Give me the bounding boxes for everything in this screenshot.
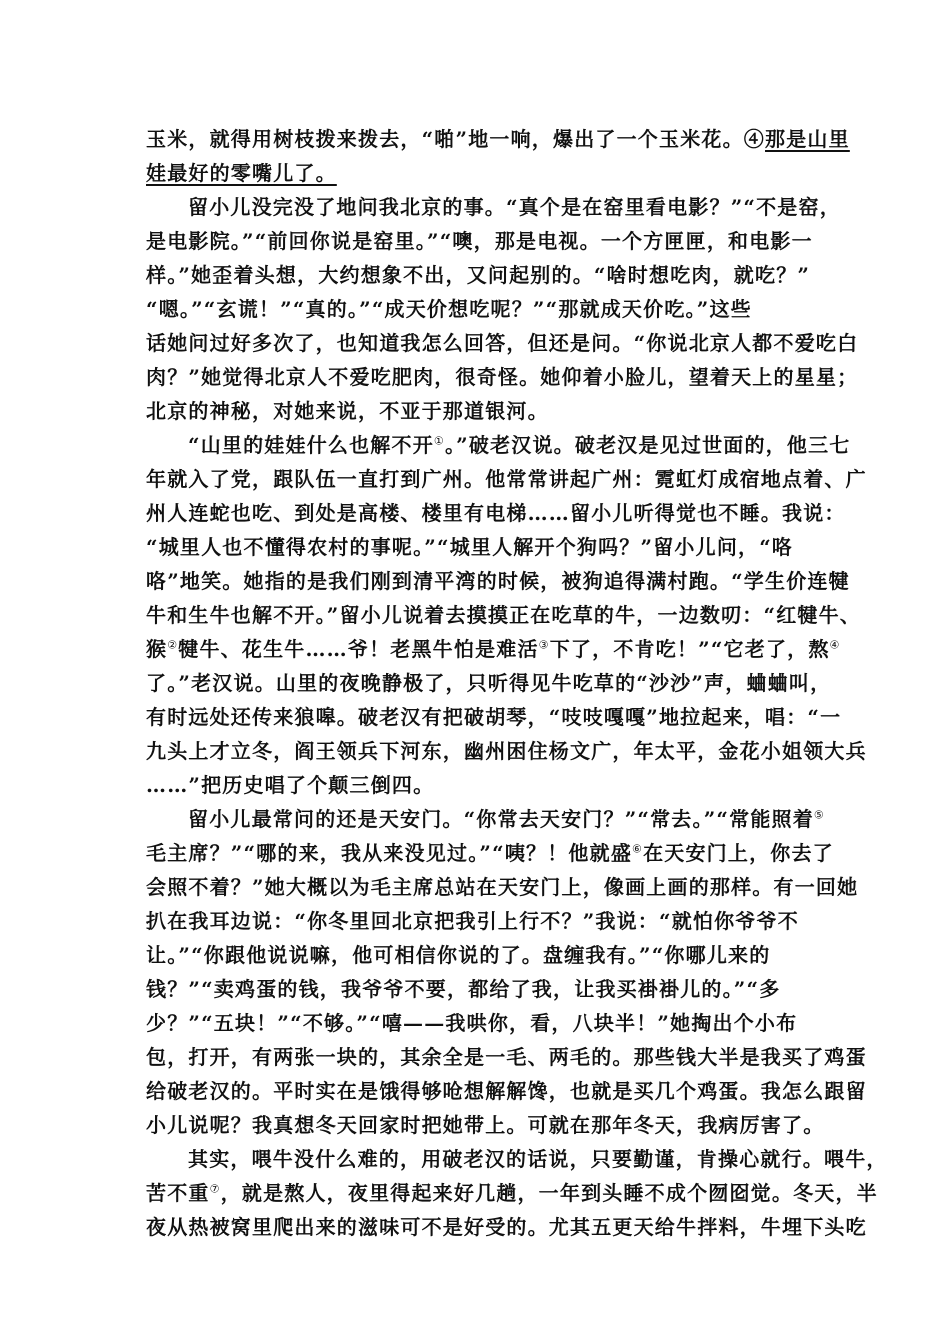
text-line: [146, 972, 814, 1006]
text-segment: 包，打开，有两张一块的，其余全是一毛、两毛的。那些钱大半是我买了鸡蛋: [146, 1045, 867, 1069]
text-line: [146, 326, 859, 360]
text-line: [146, 428, 851, 462]
text-segment: 是电影院。”“前回你说是窑里。”“噢，那是电视。一个方匣匣，和电影一: [146, 229, 813, 253]
footnote-marker: ⑥: [632, 842, 644, 856]
text-line: [146, 1040, 867, 1074]
text-line: [146, 870, 859, 904]
text-line: [146, 360, 859, 394]
text-segment: 留小儿最常问的还是天安门。“你常去天安门？”“常去。”“常能照着: [188, 807, 814, 831]
text-segment: 北京的神秘，对她来说，不亚于那道银河。: [146, 399, 549, 423]
text-line: [146, 1074, 867, 1108]
text-segment: 了。”老汉说。山里的夜晚静极了，只听得见牛吃草的“沙沙”声，蛐蛐叫，: [146, 671, 832, 695]
text-segment: 在天安门上，你去了: [643, 841, 834, 865]
text-line: [146, 1142, 888, 1176]
text-line: [146, 836, 834, 870]
text-segment: 。”破老汉说。破老汉是见过世面的，他三七: [444, 433, 851, 457]
text-segment: 让。”“你跟他说说嘛，他可相信你说的了。盘缠我有。”“你哪儿来的: [146, 943, 771, 967]
text-segment: 钱？”“卖鸡蛋的钱，我爷爷不要，都给了我，让我买褂褂儿的。”“多: [146, 977, 781, 1001]
text-line: [146, 496, 846, 530]
text-line: [146, 190, 841, 224]
text-line: [146, 666, 832, 700]
text-segment: “嗯。”“玄谎！”“真的。”“成天价想吃呢？”“那就成天价吃。”这些: [146, 297, 752, 321]
text-segment: 小儿说呢？我真想冬天回家时把她带上。可就在那年冬天，我病厉害了。: [146, 1113, 825, 1137]
text-segment: 给破老汉的。平时实在是饿得够呛想解解馋，也就是买几个鸡蛋。我怎么跟留: [146, 1079, 867, 1103]
text-segment: 其实，喂牛没什么难的，用破老汉的话说，只要勤谨，肯操心就行。喂牛，: [188, 1147, 888, 1171]
footnote-marker: ③: [538, 638, 550, 652]
text-segment: 有时远处还传来狼嗥。破老汉有把破胡琴，“吱吱嘎嘎”地拉起来，唱：“一: [146, 705, 842, 729]
text-segment: 毛主席？”“哪的来，我从来没见过。”“咦？！他就盛: [146, 841, 633, 865]
text-segment: “城里人也不懂得农村的事呢。”“城里人解开个狗吗？”留小儿问，“咯: [146, 535, 794, 559]
text-line: [146, 156, 814, 190]
text-line: [146, 1006, 814, 1040]
text-segment: 苦不重: [146, 1181, 210, 1205]
text-segment: 扒在我耳边说：“你冬里回北京把我引上行不？”我说：“就怕你爷爷不: [146, 909, 799, 933]
text-line: [146, 1108, 825, 1142]
footnote-marker: ④: [829, 638, 841, 652]
article-text: [146, 122, 888, 1244]
text-line: [146, 1210, 867, 1244]
footnote-marker: ②: [167, 638, 179, 652]
text-segment: 肉？”她觉得北京人不爱吃肥肉，很奇怪。她仰着小脸儿，望着天上的星星；: [146, 365, 859, 389]
text-line: [146, 122, 850, 156]
text-segment: 州人连蛇也吃、到处是高楼、楼里有电梯……留小儿听得觉也不睡。我说：: [146, 501, 846, 525]
text-segment: 留小儿没完没了地问我北京的事。“真个是在窑里看电影？”“不是窑，: [188, 195, 841, 219]
footnote-marker: ⑤: [813, 808, 825, 822]
text-segment: 夜从热被窝里爬出来的滋味可不是好受的。尤其五更天给牛拌料，牛埋下头吃: [146, 1215, 867, 1239]
text-segment: 样。”她歪着头想，大约想象不出，又问起别的。“啥时想吃肉，就吃？”: [146, 263, 811, 287]
text-segment: 咯”地笑。她指的是我们刚到清平湾的时候，被狗追得满村跑。“学生价连犍: [146, 569, 850, 593]
text-line: [146, 768, 814, 802]
footnote-marker: ①: [433, 434, 445, 448]
text-segment: 犍牛、花生牛……爷！老黑牛怕是难活: [178, 637, 539, 661]
text-segment: ……”把历史唱了个颠三倒四。: [146, 773, 435, 797]
text-segment: 年就入了党，跟队伍一直打到广州。他常常讲起广州：霓虹灯成宿地点着、广: [146, 467, 867, 491]
text-line: [146, 632, 841, 666]
underlined-text: 那是山里: [765, 127, 850, 151]
text-segment: ，就是熬人，夜里得起来好几趟，一年到头睡不成个囫囵觉。冬天，半: [220, 1181, 878, 1205]
text-line: [146, 802, 825, 836]
text-line: [146, 938, 814, 972]
text-line: [146, 394, 814, 428]
text-segment: 牛和生牛也解不开。”留小儿说着去摸摸正在吃草的牛，一边数叨：“红犍牛、: [146, 603, 862, 627]
text-line: [146, 258, 814, 292]
text-line: [146, 598, 862, 632]
text-segment: “山里的娃娃什么也解不开: [188, 433, 434, 457]
text-line: [146, 700, 842, 734]
text-line: [146, 564, 850, 598]
underlined-text: 娃最好的零嘴儿了。: [146, 161, 337, 185]
text-segment: 猴: [146, 637, 168, 661]
text-segment: 少？”“五块！”“不够。”“嘻——我哄你，看，八块半！”她掏出个小布: [146, 1011, 798, 1035]
text-line: [146, 904, 814, 938]
text-segment: 话她问过好多次了，也知道我怎么回答，但还是问。“你说北京人都不爱吃白: [146, 331, 859, 355]
text-line: [146, 462, 867, 496]
text-line: [146, 734, 867, 768]
text-segment: 会照不着？”她大概以为毛主席总站在天安门上，像画上画的那样。有一回她: [146, 875, 859, 899]
text-line: [146, 1176, 878, 1210]
footnote-marker: ⑦: [209, 1182, 221, 1196]
text-line: [146, 224, 814, 258]
text-segment: 玉米，就得用树枝拨来拨去，“啪”地一响，爆出了一个玉米花。④: [146, 127, 766, 151]
text-line: [146, 292, 814, 326]
text-segment: 下了，不肯吃！”“它老了，熬: [549, 637, 830, 661]
text-segment: 九头上才立冬，阎王领兵下河东，幽州困住杨文广，年太平，金花小姐领大兵: [146, 739, 867, 763]
text-line: [146, 530, 814, 564]
